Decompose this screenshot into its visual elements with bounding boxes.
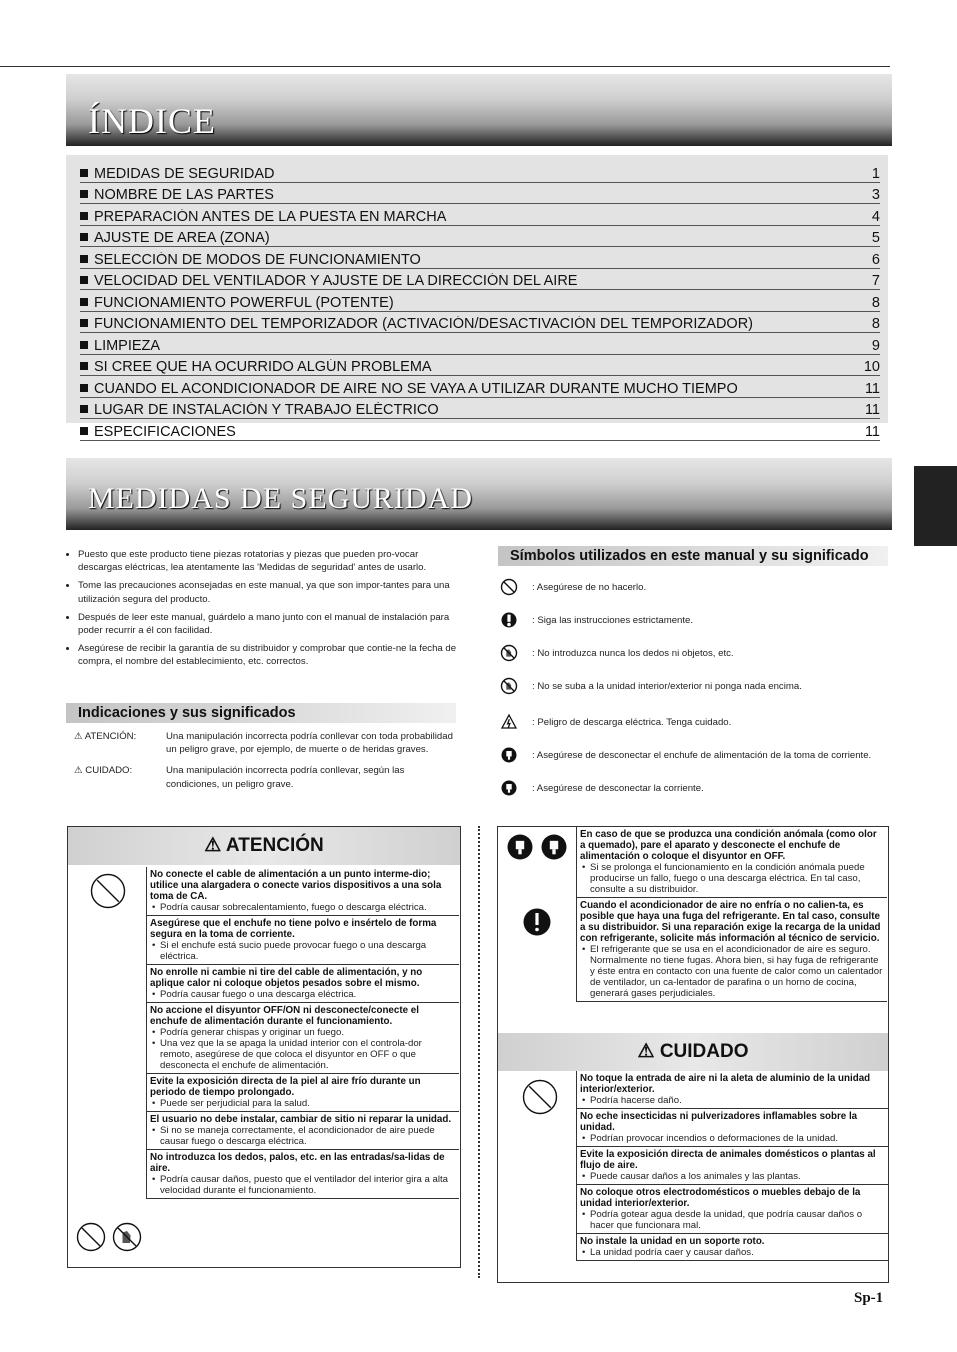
intro-item: • Tome las precauciones aconsejadas en este manual, ya que son impor-tantes para una utilización segura del producto. xyxy=(78,579,458,605)
bullet-square-icon xyxy=(80,212,88,220)
toc-item-label xyxy=(80,316,850,332)
safety-entry xyxy=(577,1109,888,1147)
toc-item[interactable] xyxy=(80,161,880,183)
entry-heading: Cuando el acondicionador de aire no enfría o no calien-ta, es posible que haya una fuga del refrigerante. En tal caso, consulte a su distribuidor. Si una reparación exige la recarga de la unidad con refrigerante, solicite más información al técnico de servicio. xyxy=(580,900,881,944)
warning-triangle-icon: ⚠ xyxy=(204,835,222,856)
toc-page: 8 xyxy=(871,294,880,311)
toc-item-label xyxy=(80,166,850,182)
symbol-text: : No se suba a la unidad interior/exterior ni ponga nada encima. xyxy=(532,681,802,692)
safety-entry xyxy=(577,827,887,898)
toc-item-label xyxy=(80,295,850,311)
toc-item[interactable] xyxy=(80,312,880,334)
toc-item-label xyxy=(80,252,850,268)
entry-bullets xyxy=(150,1098,456,1109)
toc-item-label xyxy=(80,359,850,375)
safety-entry xyxy=(577,1071,888,1109)
symbols-heading: Símbolos utilizados en este manual y su significado xyxy=(498,546,888,566)
entry-heading: Evite la exposición directa de animales domésticos o plantas al flujo de aire. xyxy=(580,1149,876,1171)
safety-intro xyxy=(66,548,458,674)
safety-entry xyxy=(147,1003,459,1074)
entry-bullets xyxy=(150,940,456,962)
entry-bullets xyxy=(580,1133,885,1144)
bullet-square-icon xyxy=(80,190,88,198)
indication-label-wrap xyxy=(74,730,166,756)
toc-page: 9 xyxy=(871,337,880,354)
toc-item[interactable] xyxy=(80,419,880,441)
side-tab xyxy=(914,466,957,546)
entry-heading: No instale la unidad en un soporte roto. xyxy=(580,1236,765,1247)
toc-page: 10 xyxy=(863,359,880,375)
toc-label-text: PREPARACIÓN ANTES DE LA PUESTA EN MARCHA xyxy=(94,208,447,225)
entry-bullet: • Puede ser perjudicial para la salud. xyxy=(160,1098,456,1109)
entry-bullet: • Puede causar daños a los animales y las plantas. xyxy=(590,1171,885,1182)
toc-item[interactable] xyxy=(80,183,880,205)
prohibited-icon xyxy=(76,1222,106,1257)
toc-label-text: FUNCIONAMIENTO POWERFUL (POTENTE) xyxy=(94,294,394,311)
toc-page: 8 xyxy=(871,316,880,332)
entry-heading: Evite la exposición directa de la piel al aire frío durante un periodo de tiempo prolongado. xyxy=(150,1076,421,1098)
indication-row xyxy=(74,730,454,756)
entry-bullet: • Podría gotear agua desde la unidad, que podría causar daños o hacer que funcionara mal. xyxy=(590,1209,885,1231)
safety-entry xyxy=(577,1185,888,1234)
caution-triangle-icon: ⚠ xyxy=(637,1041,655,1062)
entry-heading: No toque la entrada de aire ni la aleta de aluminio de la unidad interior/exterior. xyxy=(580,1073,871,1095)
safety-banner xyxy=(66,458,892,530)
bullet-square-icon xyxy=(80,169,88,177)
top-rule xyxy=(0,66,890,67)
safety-entry xyxy=(147,965,459,1003)
toc-label-text: AJUSTE DE AREA (ZONA) xyxy=(94,230,270,246)
bullet-square-icon xyxy=(80,276,88,284)
intro-item: • Puesto que este producto tiene piezas rotatorias y piezas que pueden pro-vocar descargas eléctricas, lea atentamente las 'Medidas de seguridad' antes de usarlo. xyxy=(78,548,458,574)
toc-label-text: LIMPIEZA xyxy=(94,337,161,354)
safety-entry xyxy=(577,898,887,1002)
indications-list xyxy=(74,730,454,799)
entry-bullets xyxy=(580,1171,885,1182)
symbol-text: : Peligro de descarga eléctrica. Tenga cuidado. xyxy=(532,717,732,728)
entry-bullets xyxy=(150,1125,456,1147)
toc-page: 4 xyxy=(871,208,880,225)
unplug-icon xyxy=(500,746,532,768)
page-number: Sp-1 xyxy=(854,1290,884,1306)
safety-entry xyxy=(147,1150,459,1199)
entry-heading: En caso de que se produzca una condición anómala (como olor a quemado), pare el aparato y desconecte el enchufe de alimentación o coloque el disyuntor en OFF. xyxy=(580,829,877,862)
indication-text: Una manipulación incorrecta podría conllevar, según las condiciones, un peligro grave. xyxy=(166,765,405,790)
unplug-icon xyxy=(506,833,534,866)
entry-heading: No accione el disyuntor OFF/ON ni desconecte/conecte el enchufe de alimentación durante el funcionamiento. xyxy=(150,1005,419,1027)
toc-item-label xyxy=(80,209,850,225)
symbol-row xyxy=(500,746,886,768)
entry-bullet: • Podría generar chispas y originar un fuego. xyxy=(160,1027,456,1038)
bullet-square-icon xyxy=(80,427,88,435)
entry-bullets xyxy=(150,902,456,913)
entry-bullet: • Si el enchufe está sucio puede provocar fuego o una descarga eléctrica. xyxy=(160,940,456,962)
toc-item-label xyxy=(80,381,850,397)
no-fingers-icon xyxy=(112,1222,142,1257)
entry-bullet: • Si se prolonga el funcionamiento en la condición anómala puede producirse un fallo, fuego o una descarga eléctrica. En tal caso, consulte a su distribuidor. xyxy=(590,862,884,895)
toc-page: 11 xyxy=(864,423,880,440)
toc-item-label xyxy=(80,424,850,440)
indications-heading: Indicaciones y sus significados xyxy=(66,703,456,723)
indication-label-wrap xyxy=(74,764,166,790)
entry-bullets xyxy=(580,1095,885,1106)
symbol-row xyxy=(500,578,886,600)
disconnect-icon xyxy=(540,833,568,866)
symbol-row xyxy=(500,611,886,633)
entry-bullets xyxy=(150,1174,456,1196)
entry-heading: No eche insecticidas ni pulverizadores inflamables sobre la unidad. xyxy=(580,1111,858,1133)
bullet-square-icon xyxy=(80,384,88,392)
triangle-icon: ⚠ xyxy=(74,731,85,742)
symbol-row xyxy=(500,677,886,699)
entry-heading: No coloque otros electrodomésticos o muebles debajo de la unidad interior/exterior. xyxy=(580,1187,861,1209)
index-title: ÍNDICE xyxy=(88,101,216,141)
warning-heading xyxy=(68,827,460,865)
safety-title: MEDIDAS DE SEGURIDAD xyxy=(88,482,473,515)
disconnect-icon xyxy=(500,779,532,801)
entry-bullet: • Podría causar fuego o una descarga eléctrica. xyxy=(160,989,456,1000)
caution-title: CUIDADO xyxy=(659,1041,749,1062)
indication-label: CUIDADO: xyxy=(85,765,133,777)
column-divider xyxy=(478,826,480,1278)
toc-page: 5 xyxy=(871,230,880,246)
entry-bullets xyxy=(580,1209,885,1231)
safety-entry xyxy=(147,1074,459,1112)
safety-entry xyxy=(577,1147,888,1185)
intro-item: • Después de leer este manual, guárdelo a mano junto con el manual de instalación para poder recurrir a él con facilidad. xyxy=(78,611,458,637)
toc-item[interactable] xyxy=(80,269,880,291)
toc-label-text: VELOCIDAD DEL VENTILADOR Y AJUSTE DE LA DIRECCIÓN DEL AIRE xyxy=(94,273,578,289)
entry-bullet: • Podrían provocar incendios o deformaciones de la unidad. xyxy=(590,1133,885,1144)
toc-page: 11 xyxy=(864,380,880,397)
warning-box-continued xyxy=(497,826,889,1283)
entry-bullet: • Podría causar daños, puesto que el ventilador del interior gira a alta velocidad durante el funcionamiento. xyxy=(160,1174,456,1196)
toc-item[interactable] xyxy=(80,290,880,312)
entry-bullets xyxy=(580,1247,885,1258)
toc-label-text: NOMBRE DE LAS PARTES xyxy=(94,187,274,203)
bullet-square-icon xyxy=(80,362,88,370)
safety-entry xyxy=(147,916,459,965)
toc-page: 3 xyxy=(871,187,880,203)
symbol-row xyxy=(500,779,886,801)
symbol-text: : Asegúrese de no hacerlo. xyxy=(532,582,647,593)
toc-item-label xyxy=(80,273,850,289)
toc-item[interactable] xyxy=(80,204,880,226)
entry-bullet: • Si no se maneja correctamente, el acondicionador de aire puede causar fuego o descarga eléctrica. xyxy=(160,1125,456,1147)
symbol-text: : Asegúrese de desconectar el enchufe de alimentación de la toma de corriente. xyxy=(532,750,872,761)
prohibited-icon xyxy=(500,578,532,600)
entry-bullet: • El refrigerante que se usa en el acondicionador de aire es seguro. Normalmente no tiene fugas. Ahora bien, si hay fuga de refrigerante y éste entra en contacto con una fuente de calor como un calentador de ventilador, un ca-lentador de parafina o un horno de cocina, generará gases perjudiciales. xyxy=(590,944,884,999)
entry-bullet: • Una vez que la se apaga la unidad interior con el controla-dor remoto, asegúrese de que coloca el disyuntor en OFF o que desconecta el enchufe de alimentación. xyxy=(160,1038,456,1071)
toc-label-text: ESPECIFICACIONES xyxy=(94,423,236,440)
entry-bullets xyxy=(580,862,884,895)
indication-text: Una manipulación incorrecta podría conllevar con toda probabilidad un peligro grave, por ejemplo, de muerte o de heridas graves. xyxy=(166,731,453,756)
entry-bullets xyxy=(150,1027,456,1071)
toc-label-text: CUANDO EL ACONDICIONADOR DE AIRE NO SE VAYA A UTILIZAR DURANTE MUCHO TIEMPO xyxy=(94,380,738,397)
mandatory-icon xyxy=(522,907,552,942)
toc-label-text: SELECCIÓN DE MODOS DE FUNCIONAMIENTO xyxy=(94,251,421,268)
toc-label-text: FUNCIONAMIENTO DEL TEMPORIZADOR (ACTIVACIÓN/DESACTIVACIÓN DEL TEMPORIZADOR) xyxy=(94,316,754,332)
entry-heading: No enrolle ni cambie ni tire del cable de alimentación, y no aplique calor ni coloque objetos pesados sobre el mismo. xyxy=(150,967,423,989)
symbol-text: : Siga las instrucciones estrictamente. xyxy=(532,615,694,626)
toc-item[interactable] xyxy=(80,398,880,420)
toc-page: 11 xyxy=(864,402,880,418)
toc-page: 6 xyxy=(871,251,880,268)
entry-heading: El usuario no debe instalar, cambiar de sitio ni reparar la unidad. xyxy=(150,1114,452,1125)
toc-label-text: SI CREE QUE HA OCURRIDO ALGÚN PROBLEMA xyxy=(94,359,432,375)
bullet-square-icon xyxy=(80,405,88,413)
warning-title: ATENCIÓN xyxy=(225,835,324,856)
no-climb-icon xyxy=(500,677,532,699)
entry-bullet: • Podría hacerse daño. xyxy=(590,1095,885,1106)
toc-item-label xyxy=(80,338,850,354)
index-banner xyxy=(66,74,892,146)
symbols-list xyxy=(500,578,886,812)
table-of-contents xyxy=(66,155,888,440)
symbol-row xyxy=(500,713,886,735)
triangle-icon: ⚠ xyxy=(74,765,86,777)
entry-heading: No conecte el cable de alimentación a un punto interme-dio; utilice una alargadera o conecte varios dispositivos a una sola toma de CA. xyxy=(150,869,442,902)
toc-item[interactable] xyxy=(80,333,880,355)
toc-item[interactable] xyxy=(80,355,880,377)
toc-item[interactable] xyxy=(80,247,880,269)
symbol-text: : Asegúrese de desconectar la corriente. xyxy=(532,783,704,794)
safety-entry xyxy=(147,1112,459,1150)
prohibited-icon xyxy=(90,873,126,914)
indication-row xyxy=(74,764,454,790)
toc-item-label xyxy=(80,187,850,203)
safety-entry xyxy=(147,867,459,916)
caution-heading xyxy=(498,1033,888,1071)
toc-page: 1 xyxy=(871,165,880,182)
toc-item[interactable] xyxy=(80,376,880,398)
electric-shock-icon xyxy=(500,713,532,735)
toc-label-text: LUGAR DE INSTALACIÓN Y TRABAJO ELÉCTRICO xyxy=(94,402,439,418)
bullet-square-icon xyxy=(80,319,88,327)
entry-bullet: • La unidad podría caer y causar daños. xyxy=(590,1247,885,1258)
bullet-square-icon xyxy=(80,298,88,306)
mandatory-icon xyxy=(500,611,532,633)
bullet-square-icon xyxy=(80,233,88,241)
prohibited-icon xyxy=(522,1079,558,1120)
no-fingers-icon xyxy=(500,644,532,666)
bullet-square-icon xyxy=(80,341,88,349)
entry-heading: No introduzca los dedos, palos, etc. en las entradas/sa-lidas de aire. xyxy=(150,1152,445,1174)
safety-entry xyxy=(577,1234,888,1261)
toc-item-label xyxy=(80,402,850,418)
entry-bullets xyxy=(150,989,456,1000)
symbol-row xyxy=(500,644,886,666)
entry-heading: Asegúrese que el enchufe no tiene polvo e insértelo de forma segura en la toma de corriente. xyxy=(150,918,437,940)
warning-box xyxy=(67,826,461,1268)
entry-bullets xyxy=(580,944,884,999)
toc-page: 7 xyxy=(871,273,880,289)
entry-bullet: • Podría causar sobrecalentamiento, fuego o descarga eléctrica. xyxy=(160,902,456,913)
indication-label: ATENCIÓN: xyxy=(84,731,137,742)
bullet-square-icon xyxy=(80,255,88,263)
symbol-text: : No introduzca nunca los dedos ni objetos, etc. xyxy=(532,648,734,659)
toc-item[interactable] xyxy=(80,226,880,248)
intro-item: • Asegúrese de recibir la garantía de su distribuidor y comprobar que contie-ne la fecha de compra, el nombre del establecimiento, etc. correctos. xyxy=(78,642,458,668)
toc-item-label xyxy=(80,230,850,246)
toc-label-text: MEDIDAS DE SEGURIDAD xyxy=(94,165,275,182)
